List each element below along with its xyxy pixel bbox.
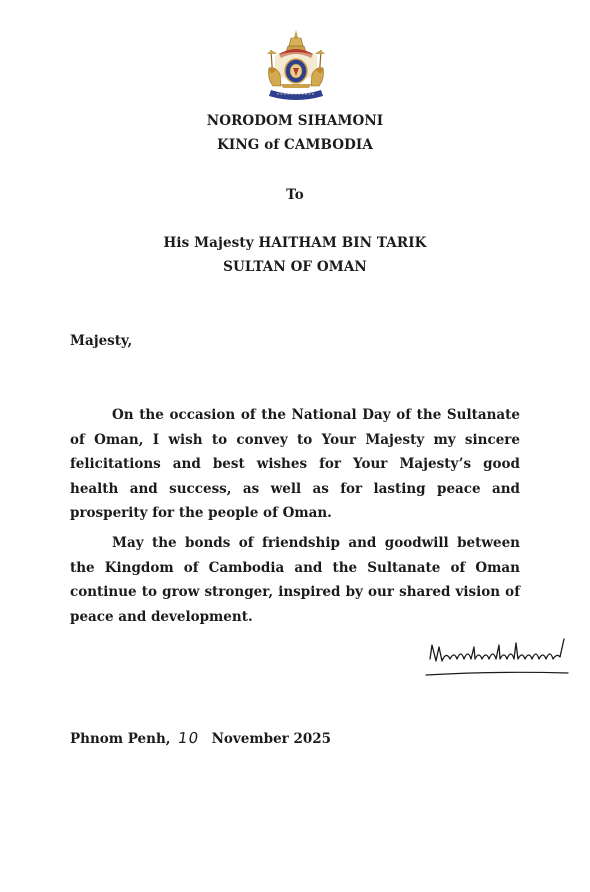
to-label: To bbox=[286, 187, 304, 203]
date-place: Phnom Penh, bbox=[70, 731, 171, 747]
date-month-year: November 2025 bbox=[211, 731, 332, 747]
body-paragraph-1: On the occasion of the National Day of the Sultanate of Oman, I wish to convey to Your Majesty my sincere felicitations and best wishes for Your Majesty’s good health and success, as well as for lasting peace and prosperity for the people of Oman. bbox=[70, 407, 520, 521]
recipient-title: SULTAN OF OMAN bbox=[223, 259, 367, 275]
date-line bbox=[70, 729, 331, 747]
salutation: Majesty, bbox=[70, 333, 133, 349]
royal-crest-icon bbox=[263, 28, 329, 104]
date-day-handwritten: 10 bbox=[177, 729, 201, 747]
sender-title: KING of CAMBODIA bbox=[217, 137, 373, 153]
sender-name: NORODOM SIHAMONI bbox=[206, 113, 384, 129]
recipient-name: His Majesty HAITHAM BIN TARIK bbox=[163, 235, 427, 251]
handwritten-signature-icon bbox=[424, 631, 570, 683]
body-paragraph-2: May the bonds of friendship and goodwill between the Kingdom of Cambodia and the Sultanate of Oman continue to grow stronger, inspired by our shared vision of peace and development. bbox=[70, 535, 520, 625]
